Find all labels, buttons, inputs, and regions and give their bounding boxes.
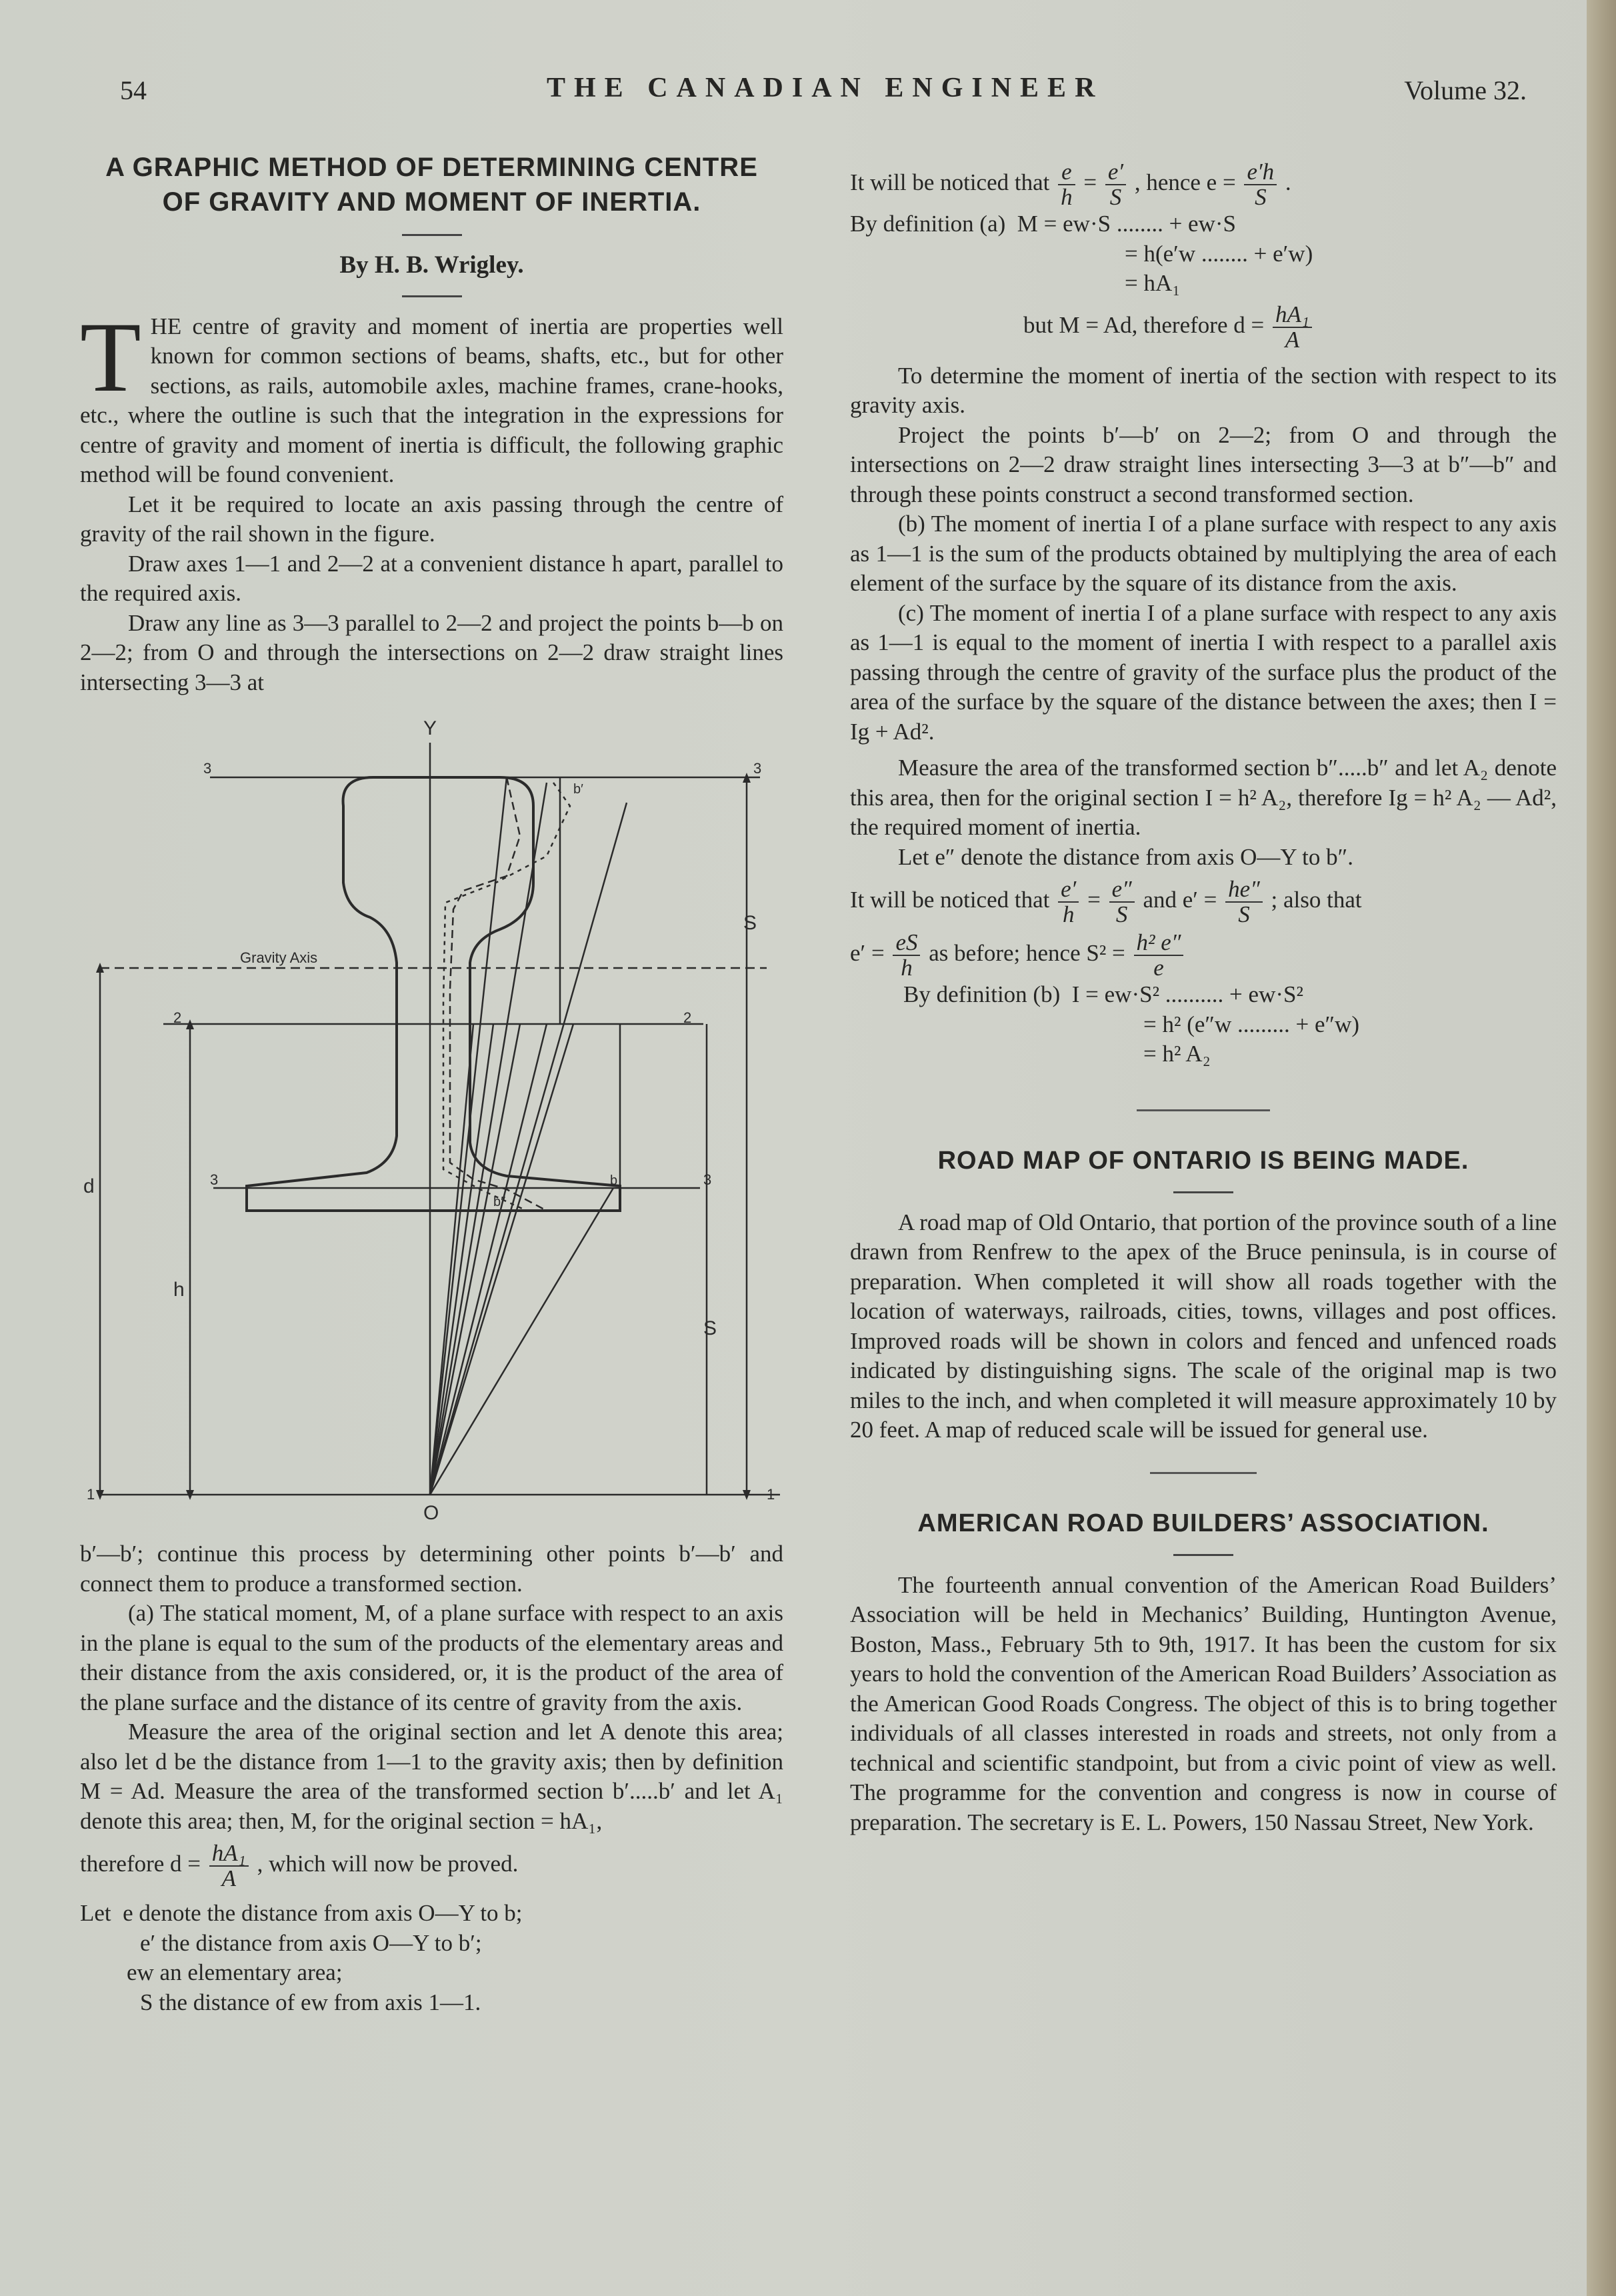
frac-den: A [1285, 326, 1300, 353]
label-h: h [173, 1279, 185, 1301]
frac-num: e′ [1105, 160, 1126, 185]
r1-eq: = [1083, 169, 1097, 196]
paragraph-3: Draw axes 1—1 and 2—2 at a convenient distance h apart, parallel to the required axis. [80, 550, 783, 606]
paragraph-6: (a) The statical moment, M, of a plane surface with respect to an axis in the plane is equal to the sum of the products of the elementary areas and their distance from the axis considered, or, it is the product of the area of the plane surface and the distance of its centre of gravity from the axis. [80, 1600, 783, 1715]
proj-line-2 [430, 783, 547, 1495]
definition-b-line-1: By definition (b) I = ew·S² .......... + ew·S² [903, 981, 1303, 1007]
r8-post: ; also that [1271, 887, 1362, 913]
section-divider-1 [1137, 1109, 1270, 1111]
rail-section-figure [80, 709, 783, 1533]
left-column [80, 150, 783, 2017]
definition-b-line-3: = h² A₂ [1143, 1041, 1211, 1067]
title-rule [402, 234, 462, 236]
frac-den: S [1109, 184, 1122, 210]
paragraph-r2: To determine the moment of inertia of the section with respect to its gravity axis. [850, 362, 1557, 418]
frac-num: he″ [1225, 877, 1263, 903]
rail-outline [247, 777, 620, 1211]
but-pre: but M = Ad, therefore d = [1023, 311, 1265, 338]
label-3-bottom-left: 3 [210, 1171, 219, 1188]
noticed-equation-2 [850, 877, 1557, 927]
definition-a-line-3: = hA₁ [1125, 270, 1181, 296]
label-3-bottom-right: 3 [703, 1171, 712, 1188]
label-s-upper: S [743, 912, 757, 934]
let-line-4: S the distance of ew from axis 1—1. [140, 1989, 481, 2015]
frac-den: h [1062, 901, 1075, 927]
paragraph-5: b′—b′; continue this process by determining other points b′—b′ and connect them to produce a transformed section. [80, 1541, 783, 1597]
label-b-double-prime: b″ [493, 1195, 506, 1209]
paragraph-7: Measure the area of the original section and let A denote this area; also let d be the distance from 1—1 to the gravity axis; then by definition M = Ad. Measure the area of the transformed section b′.....b′ and let A₁ denote this area; then, M, for the original section = hA₁, [80, 1719, 783, 1834]
definition-b-line-2: = h² (e″w ......... + e″w) [1143, 1011, 1360, 1037]
page-number: 54 [120, 75, 147, 105]
noticed-equation-1 [850, 160, 1557, 209]
frac-num: eS [893, 931, 920, 956]
section-divider-2 [1150, 1472, 1257, 1474]
frac-e1h-s [1244, 160, 1277, 209]
label-b: b [610, 1173, 618, 1188]
road-map-rule [1173, 1191, 1233, 1193]
paragraph-4: Draw any line as 3—3 parallel to 2—2 and project the points b—b on 2—2; from O and through the intersections on 2—2 draw straight lines intersecting 3—3 at [80, 609, 783, 695]
r1-mid: , hence e = [1134, 169, 1236, 196]
paragraph-r4: (b) The moment of inertia I of a plane surface with respect to any axis as 1—1 is the sum of the products obtained by multiplying the area of each element of the surface by the square of its distance from the axis. [850, 511, 1557, 596]
proj-line-5 [430, 1024, 493, 1495]
article-title [80, 150, 783, 219]
arba-rule [1173, 1554, 1233, 1556]
paragraph-r6: Measure the area of the transformed section b″.....b″ and let A₂ denote this area, then for the original section I = h² A₂, therefore Ig = h² A₂ — Ad², the required moment of inertia. [850, 755, 1557, 840]
frac-e1-h [1058, 877, 1079, 927]
paragraph-8 [80, 1841, 783, 1891]
frac-num: e″ [1109, 877, 1135, 903]
volume-label: Volume 32. [1404, 75, 1527, 105]
paragraph-r7: Let e″ denote the distance from axis O—Y to b″. [898, 843, 1353, 870]
label-3-top-left: 3 [203, 760, 212, 777]
journal-title: THE CANADIAN ENGINEER [547, 73, 1104, 103]
frac-den: h [901, 955, 913, 981]
frac-e1-s [1105, 160, 1126, 209]
p8-post: , which will now be proved. [257, 1851, 519, 1877]
frac-e-h [1058, 160, 1075, 209]
frac-num: e′ [1058, 877, 1079, 903]
frac-den: e [1153, 955, 1164, 981]
proj-line-6 [430, 1024, 520, 1495]
frac-es-h [893, 931, 920, 980]
arba-body: The fourteenth annual convention of the American Road Builders’ Association will be held in Mechanics’ Building, Huntington Avenue, Boston, Mass., February 5th to 9th, 1917. It has been the custom for six years to hold the convention of the American Road Builders’ Association as the American Good Roads Congress. The object of this is to bring together individuals of all classes interested in roads and streets, not only from a technical and scientific standpoint, but from a civic point of view as well. The programme for the convention and congress is now in course of preparation. The secretary is E. L. Powers, 150 Nassau Street, New York. [850, 1571, 1557, 1835]
r9-mid: as before; hence S² = [929, 940, 1125, 967]
drop-cap: T [80, 301, 141, 413]
article-byline: By H. B. Wrigley. [339, 251, 524, 279]
r1-pre: It will be noticed that [850, 169, 1050, 196]
frac-h2e2-e [1134, 931, 1184, 980]
frac-den: S [1255, 184, 1267, 210]
right-column [850, 160, 1557, 1837]
frac-he2-s [1225, 877, 1263, 927]
intro-paragraph [80, 301, 783, 490]
rail-diagram [80, 709, 783, 1533]
frac-num: e [1058, 160, 1075, 185]
r1-post: . [1285, 169, 1291, 196]
frac-den: A [221, 1865, 237, 1891]
page-edge [1587, 0, 1616, 2296]
article-title-line-2: OF GRAVITY AND MOMENT OF INERTIA. [162, 187, 701, 217]
let-line-3: ew an elementary area; [127, 1959, 343, 1985]
fraction-ha-a [209, 1841, 249, 1891]
frac-e2-s [1109, 877, 1135, 927]
frac-num: e′h [1244, 160, 1277, 185]
article-title-line-1: A GRAPHIC METHOD OF DETERMINING CENTRE [105, 153, 758, 182]
label-b-prime: b′ [573, 782, 583, 797]
frac-ha-a-2 [1273, 303, 1312, 352]
frac-num: hA₁ [1273, 303, 1312, 328]
definition-a-line-2: = h(e′w ........ + e′w) [1125, 240, 1313, 267]
label-1-left: 1 [87, 1486, 95, 1503]
byline-rule [402, 295, 462, 297]
label-o: O [423, 1502, 439, 1524]
road-map-body: A road map of Old Ontario, that portion of the province south of a line drawn from Renfrew to the apex of the Bruce peninsula, is in course of preparation. When completed it will show all roads together with the location of waterways, railroads, cities, towns, villages and post offices. Improved roads will be shown in colors and fenced and unfenced roads indicated by distinguishing signs. The scale of the original map is two miles to the inch, and when completed it will measure approximately 10 by 20 feet. A map of reduced scale will be issued for general use. [850, 1209, 1557, 1443]
frac-num: h² e″ [1134, 931, 1184, 956]
definition-a-line-1: By definition (a) M = ew·S ........ + ew·S [850, 211, 1236, 237]
label-s-lower: S [703, 1317, 717, 1339]
label-gravity-axis: Gravity Axis [240, 949, 318, 966]
r8-pre: It will be noticed that [850, 887, 1050, 913]
label-2-right: 2 [683, 1009, 692, 1026]
let-line-2: e′ the distance from axis O—Y to b′; [140, 1929, 482, 1956]
p8-pre: therefore d = [80, 1851, 201, 1877]
r8-eq: = [1087, 887, 1101, 913]
label-1-right: 1 [767, 1486, 775, 1503]
equation-e1 [850, 931, 1557, 980]
label-d: d [83, 1175, 95, 1197]
paragraph-r5: (c) The moment of inertia I of a plane surface with respect to any axis as 1—1 is equal to the moment of inertia I with respect to a parallel axis passing through the centre of gravity of the surface plus the product of the area of the surface by the square of the distance between the axes; then I = Ig + Ad². [850, 599, 1557, 745]
proj-line-7 [430, 1024, 547, 1495]
let-line-1: Let e denote the distance from axis O—Y to b; [80, 1900, 523, 1926]
paragraph-r3: Project the points b′—b′ on 2—2; from O and through the intersections on 2—2 draw straight lines intersecting 3—3 at b″—b″ and through these points construct a second transformed section. [850, 421, 1557, 507]
definitions-list [80, 1899, 783, 2017]
paragraph-2: Let it be required to locate an axis passing through the centre of gravity of the rail shown in the figure. [80, 491, 783, 547]
frac-den: S [1115, 901, 1128, 927]
label-y: Y [423, 717, 437, 739]
frac-den: h [1061, 184, 1073, 210]
running-header [120, 72, 1527, 112]
intro-text: HE centre of gravity and moment of inertia are properties well known for common sections of beams, shafts, etc., but for other sections, as rails, automobile axles, machine frames, crane-hooks, etc., where the outline is such that the integration in the expressions for centre of gravity and moment of inertia is difficult, the following graphic method will be found convenient. [80, 313, 783, 487]
but-equation [850, 303, 1557, 352]
label-2-left: 2 [173, 1009, 182, 1026]
frac-den: S [1238, 901, 1250, 927]
label-3-top-right: 3 [753, 760, 762, 777]
frac-num: hA₁ [209, 1841, 249, 1867]
road-map-title: ROAD MAP OF ONTARIO IS BEING MADE. [937, 1146, 1469, 1175]
r8-mid: and e′ = [1143, 887, 1217, 913]
r9-pre: e′ = [850, 940, 885, 967]
arba-title: AMERICAN ROAD BUILDERS’ ASSOCIATION. [917, 1509, 1489, 1537]
